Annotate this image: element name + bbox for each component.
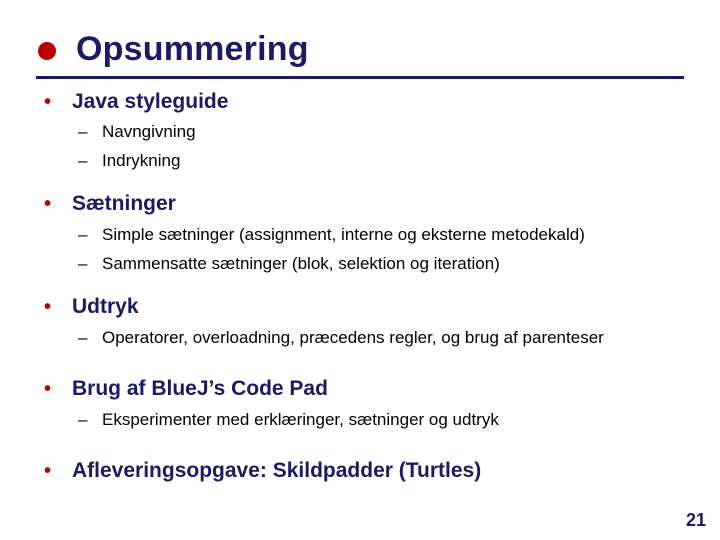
section-heading	[44, 377, 328, 401]
slide-title-row	[38, 26, 309, 72]
section-heading-text: Brug af BlueJ’s Code Pad	[72, 377, 328, 400]
list-item-text: Indrykning	[102, 151, 181, 170]
dash-icon: –	[78, 151, 88, 170]
section-heading	[44, 90, 228, 114]
list-item-text: Sammensatte sætninger (blok, selektion og iteration)	[102, 254, 500, 273]
section-heading-text: Sætninger	[72, 192, 176, 215]
list-item-text: Eksperimenter med erklæringer, sætninger og udtryk	[102, 410, 499, 429]
dash-icon: –	[78, 328, 88, 347]
section-heading-text: Afleveringsopgave: Skildpadder (Turtles)	[72, 459, 482, 482]
list-item	[78, 122, 196, 142]
list-item	[78, 410, 499, 430]
section-heading-text: Udtryk	[72, 295, 139, 318]
list-item	[78, 254, 500, 274]
dash-icon: –	[78, 410, 88, 429]
list-item	[78, 151, 180, 171]
list-item-text: Simple sætninger (assignment, interne og eksterne metodekald)	[102, 225, 585, 244]
page-number: 21	[685, 510, 706, 530]
section-heading	[44, 295, 139, 319]
list-item-text: Operatorer, overloadning, præcedens regler, og brug af parenteser	[102, 328, 604, 347]
title-divider	[36, 76, 684, 79]
dash-icon: –	[78, 122, 88, 141]
bullet-icon: •	[44, 91, 52, 113]
section-heading	[44, 459, 481, 483]
dash-icon: –	[78, 225, 88, 244]
title-bullet-icon	[38, 42, 56, 60]
bullet-icon: •	[44, 193, 52, 215]
bullet-icon: •	[44, 296, 52, 318]
slide-title: Opsummering	[76, 29, 309, 68]
bullet-icon: •	[44, 378, 52, 400]
dash-icon: –	[78, 254, 88, 273]
list-item	[78, 328, 604, 348]
section-heading-text: Java styleguide	[72, 90, 229, 113]
bullet-icon: •	[44, 460, 52, 482]
list-item-text: Navngivning	[102, 122, 196, 141]
list-item	[78, 225, 585, 245]
section-heading	[44, 192, 176, 216]
